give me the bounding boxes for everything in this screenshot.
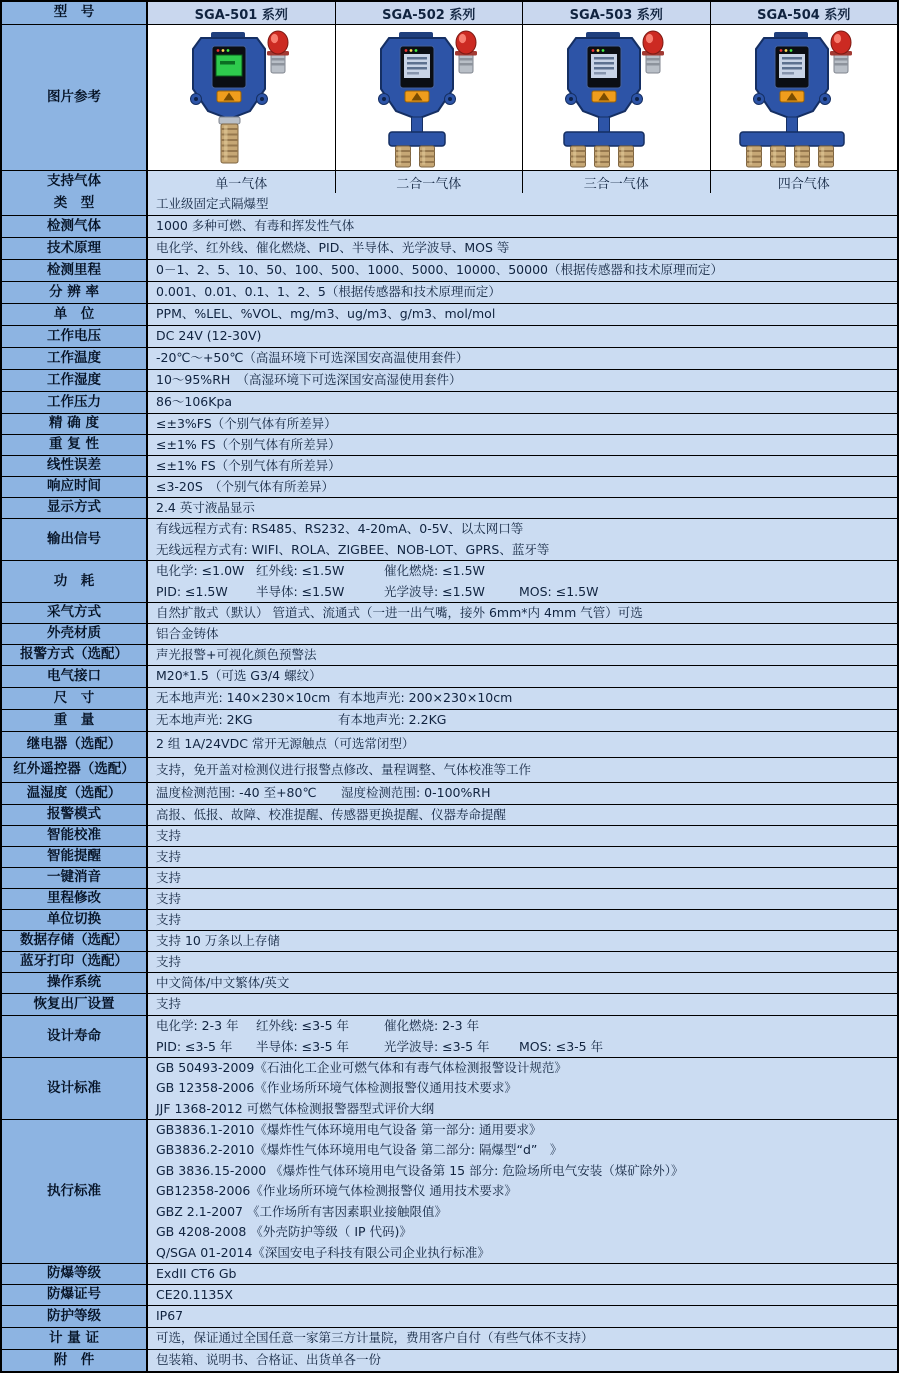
spec-row — [2, 909, 897, 930]
spec-row — [2, 476, 897, 497]
value-text: PPM、%LEL、%VOL、mg/m3、ug/m3、g/m3、mol/mol — [156, 306, 496, 322]
value-line — [156, 889, 889, 909]
value-line — [156, 370, 889, 390]
value-text: 半导体: ≤3-5 年 — [256, 1038, 350, 1054]
value-line — [156, 1306, 889, 1326]
row-label: 功 耗 — [2, 561, 148, 602]
spec-row — [2, 347, 897, 369]
row-value — [148, 193, 897, 215]
value-line — [156, 1243, 889, 1263]
value-line — [156, 952, 889, 972]
value-text: 支持 — [156, 996, 182, 1012]
value-text: Q/SGA 01-2014《深国安电子科技有限公司企业执行标准》 — [156, 1244, 490, 1260]
row-value — [148, 216, 897, 237]
value-text: 支持 10 万条以上存储 — [156, 932, 280, 948]
spec-row — [2, 1057, 897, 1119]
value-text: 无线远程方式有: WIFI、ROLA、ZIGBEE、NOB-LOT、GPRS、蓝牙等 — [156, 541, 550, 557]
row-value — [148, 1285, 897, 1305]
sensor-probe — [746, 146, 761, 167]
row-label: 技术原理 — [2, 238, 148, 259]
row-value — [148, 414, 897, 434]
sensor-probe — [619, 146, 634, 167]
spec-row — [2, 434, 897, 455]
value-text: PID: ≤3-5 年 — [156, 1038, 233, 1054]
value-line — [156, 435, 889, 455]
row-label: 工作电压 — [2, 326, 148, 347]
model-header-sga-503: SGA-503 系列 — [522, 2, 710, 24]
value-text: 声光报警+可视化颜色预警法 — [156, 646, 317, 662]
value-line — [156, 826, 889, 846]
row-value — [148, 889, 897, 909]
value-text: GB12358-2006《作业场所环境气体检测报警仪 通用技术要求》 — [156, 1183, 517, 1199]
row-value — [148, 304, 897, 325]
row-label: 输出信号 — [2, 519, 148, 560]
spec-row — [2, 413, 897, 434]
row-value — [148, 1016, 897, 1057]
row-label: 重 量 — [2, 710, 148, 731]
row-value — [148, 624, 897, 644]
value-text: 有本地声光: 200×230×10cm — [338, 690, 513, 706]
detector-body — [191, 32, 268, 119]
row-label: 继电器（选配） — [2, 732, 148, 757]
value-line — [156, 1181, 889, 1201]
row-value — [148, 370, 897, 391]
value-line — [156, 282, 889, 302]
row-label: 附 件 — [2, 1350, 148, 1371]
value-text: 支持 — [156, 848, 182, 864]
row-value — [148, 561, 897, 602]
header-label-model: 型 号 — [2, 2, 148, 24]
row-label: 类 型 — [2, 193, 148, 215]
value-text: 支持 — [156, 890, 182, 906]
row-label: 智能校准 — [2, 826, 148, 846]
value-line — [156, 194, 889, 214]
row-value — [148, 1350, 897, 1371]
sensor-probe — [395, 146, 410, 167]
row-value — [148, 603, 897, 623]
value-text: 光学波导: ≤3-5 年 — [384, 1038, 490, 1054]
row-label: 工作湿度 — [2, 370, 148, 391]
spec-row — [2, 1284, 897, 1305]
row-value — [148, 688, 897, 709]
row-label: 设计标准 — [2, 1058, 148, 1119]
value-line — [156, 326, 889, 346]
value-text: 高报、低报、故障、校准提醒、传感器更换提醒、仪器寿命提醒 — [156, 806, 507, 822]
row-value — [148, 498, 897, 518]
detector-body — [378, 32, 455, 119]
value-line — [156, 1140, 889, 1160]
value-text: GBZ 2.1-2007 《工作场所有害因素职业接触限值》 — [156, 1203, 447, 1219]
value-text: 铝合金铸体 — [156, 625, 219, 641]
spec-row — [2, 369, 897, 391]
row-value — [148, 826, 897, 846]
value-line — [156, 1037, 889, 1057]
value-text: 支持 — [156, 911, 182, 927]
value-line — [156, 1202, 889, 1222]
value-text: 红外线: ≤3-5 年 — [256, 1018, 350, 1034]
spec-row — [2, 782, 897, 804]
row-value — [148, 1306, 897, 1327]
value-line — [156, 847, 889, 867]
spec-row — [2, 846, 897, 867]
row-label: 尺 寸 — [2, 688, 148, 709]
sensor-probe — [419, 146, 434, 167]
sensor-probe — [595, 146, 610, 167]
row-label: 外壳材质 — [2, 624, 148, 644]
sensor-probe — [818, 146, 833, 167]
value-line — [156, 994, 889, 1014]
value-text: GB3836.2-2010《爆炸性气体环境用电气设备 第二部分: 隔爆型“d” 》 — [156, 1142, 563, 1158]
row-value — [148, 477, 897, 497]
row-value — [148, 519, 897, 560]
row-label: 响应时间 — [2, 477, 148, 497]
gas-type-single: 单一气体 — [148, 171, 335, 193]
spec-row — [2, 455, 897, 476]
model-header-sga-502: SGA-502 系列 — [335, 2, 523, 24]
value-text: 支持 — [156, 953, 182, 969]
alarm-beacon-icon — [830, 31, 852, 73]
row-label: 精 确 度 — [2, 414, 148, 434]
row-label: 防爆等级 — [2, 1264, 148, 1284]
value-text: 10～95%RH （高湿环境下可选深国安高湿使用套件） — [156, 372, 462, 388]
value-line — [156, 414, 889, 434]
value-line — [156, 216, 889, 236]
spec-row — [2, 1263, 897, 1284]
value-text: 无本地声光: 2KG — [156, 712, 253, 728]
row-value — [148, 238, 897, 259]
value-line — [156, 910, 889, 930]
row-label: 单位切换 — [2, 910, 148, 930]
value-line — [156, 603, 889, 623]
spec-row — [2, 709, 897, 731]
row-value — [148, 931, 897, 951]
spec-row — [2, 951, 897, 972]
row-value — [148, 847, 897, 867]
row-value — [148, 456, 897, 476]
sensor-probe — [571, 146, 586, 167]
row-value — [148, 326, 897, 347]
spec-row — [2, 1349, 897, 1371]
value-text: ≤±1% FS（个别气体有所差异） — [156, 436, 341, 452]
row-label: 蓝牙打印（选配） — [2, 952, 148, 972]
value-text: PID: ≤1.5W — [156, 583, 228, 599]
row-value — [148, 260, 897, 281]
spec-row — [2, 623, 897, 644]
row-label: 采气方式 — [2, 603, 148, 623]
row-value — [148, 1058, 897, 1119]
value-text: 电化学: 2-3 年 — [156, 1018, 239, 1034]
value-text: GB 50493-2009《石油化工企业可燃气体和有毒气体检测报警设计规范》 — [156, 1059, 567, 1075]
value-line — [156, 561, 889, 581]
sensor-probe — [794, 146, 809, 167]
row-value — [148, 435, 897, 455]
spec-row — [2, 1119, 897, 1263]
row-value — [148, 994, 897, 1015]
spec-row — [2, 731, 897, 757]
value-line — [156, 805, 889, 825]
supported-gas-row — [2, 170, 897, 193]
value-text: IP67 — [156, 1308, 184, 1324]
value-text: 86～106Kpa — [156, 394, 233, 410]
row-value — [148, 282, 897, 303]
value-line — [156, 477, 889, 497]
value-text: 包装箱、说明书、合格证、出货单各一份 — [156, 1352, 382, 1368]
value-line — [156, 1099, 889, 1119]
value-line — [156, 1120, 889, 1140]
spec-row — [2, 1305, 897, 1327]
row-label: 设计寿命 — [2, 1016, 148, 1057]
value-text: GB3836.1-2010《爆炸性气体环境用电气设备 第一部分: 通用要求》 — [156, 1122, 542, 1138]
spec-row — [2, 993, 897, 1015]
value-line — [156, 760, 889, 780]
row-label: 显示方式 — [2, 498, 148, 518]
image-reference-row — [2, 24, 897, 170]
value-text: -20℃～+50℃（高温环境下可选深国安高温使用套件） — [156, 350, 469, 366]
spec-row — [2, 497, 897, 518]
row-value — [148, 732, 897, 757]
row-value — [148, 758, 897, 782]
sensor-probe — [770, 146, 785, 167]
gas-type-2in1: 二合一气体 — [335, 171, 523, 193]
row-label: 恢复出厂设置 — [2, 994, 148, 1015]
value-text: ≤±1% FS（个别气体有所差异） — [156, 457, 341, 473]
value-line — [156, 1058, 889, 1078]
value-line — [156, 260, 889, 280]
alarm-beacon-icon — [642, 31, 664, 73]
value-text: M20*1.5（可选 G3/4 螺纹） — [156, 668, 322, 684]
value-text: 电化学: ≤1.0W — [156, 563, 245, 579]
row-label: 执行标准 — [2, 1120, 148, 1263]
row-label: 图片参考 — [2, 25, 148, 170]
value-text: 中文简体/中文繁体/英文 — [156, 974, 290, 990]
spec-row — [2, 215, 897, 237]
value-line — [156, 1161, 889, 1181]
row-value — [148, 952, 897, 972]
row-label: 温湿度（选配） — [2, 783, 148, 804]
value-line — [156, 1016, 889, 1036]
value-text: 有线远程方式有: RS485、RS232、4-20mA、0-5V、以太网口等 — [156, 521, 524, 537]
value-line — [156, 392, 889, 412]
spec-row — [2, 237, 897, 259]
spec-row — [2, 391, 897, 413]
row-value — [148, 783, 897, 804]
row-label: 报警模式 — [2, 805, 148, 825]
row-label: 工作温度 — [2, 348, 148, 369]
gas-detector-illustration — [728, 29, 880, 169]
value-line — [156, 1264, 889, 1284]
row-label: 智能提醒 — [2, 847, 148, 867]
row-value — [148, 1120, 897, 1263]
detector-body — [566, 32, 643, 119]
device-cell-sga-502 — [335, 25, 523, 170]
value-line — [156, 1328, 889, 1348]
value-text: 2 组 1A/24VDC 常开无源触点（可选常闭型） — [156, 736, 415, 752]
device-cell-sga-504 — [710, 25, 898, 170]
row-value — [148, 868, 897, 888]
value-text: GB 12358-2006《作业场所环境气体检测报警仪通用技术要求》 — [156, 1080, 517, 1096]
value-text: 无本地声光: 140×230×10cm — [156, 690, 331, 706]
value-text: 0.001、0.01、0.1、1、2、5（根据传感器和技术原理而定） — [156, 284, 501, 300]
row-label: 支持气体 — [2, 171, 148, 193]
value-text: ≤±3%FS（个别气体有所差异） — [156, 415, 337, 431]
value-line — [156, 456, 889, 476]
value-line — [156, 868, 889, 888]
value-text: 支持 — [156, 827, 182, 843]
gas-type-3in1: 三合一气体 — [522, 171, 710, 193]
value-line — [156, 624, 889, 644]
spec-row — [2, 1015, 897, 1057]
spec-row — [2, 972, 897, 993]
value-text: MOS: ≤3-5 年 — [519, 1038, 604, 1054]
value-text: 红外线: ≤1.5W — [256, 563, 345, 579]
row-label: 红外遥控器（选配） — [2, 758, 148, 782]
spec-row — [2, 644, 897, 665]
value-text: 可选，保证通过全国任意一家第三方计量院，费用客户自付（有些气体不支持） — [156, 1330, 594, 1346]
device-cell-sga-501 — [148, 25, 335, 170]
table-header-row — [2, 2, 897, 24]
value-text: ExdII CT6 Gb — [156, 1265, 237, 1281]
value-text: DC 24V (12-30V) — [156, 328, 262, 344]
spec-row — [2, 930, 897, 951]
row-label: 单 位 — [2, 304, 148, 325]
spec-row — [2, 687, 897, 709]
sensor-probe — [221, 124, 238, 163]
spec-row — [2, 804, 897, 825]
value-text: 支持，免开盖对检测仪进行报警点修改、量程调整、气体校准等工作 — [156, 761, 532, 777]
value-text: 0－1、2、5、10、50、100、500、1000、5000、10000、50000（根据传感器和技术原理而定） — [156, 262, 723, 278]
value-line — [156, 688, 889, 708]
row-label: 线性误差 — [2, 456, 148, 476]
row-label: 电气接口 — [2, 666, 148, 687]
row-value — [148, 910, 897, 930]
value-line — [156, 1350, 889, 1370]
row-value — [148, 1328, 897, 1349]
spec-row — [2, 757, 897, 782]
model-header-sga-504: SGA-504 系列 — [710, 2, 898, 24]
value-line — [156, 783, 889, 803]
spec-row — [2, 888, 897, 909]
value-text: 自然扩散式（默认） 管道式、流通式（一进一出气嘴，接外 6mm*内 4mm 气管）可选 — [156, 604, 643, 620]
row-value — [148, 666, 897, 687]
device-cell-sga-503 — [522, 25, 710, 170]
row-label: 一键消音 — [2, 868, 148, 888]
gas-type-4in1: 四合气体 — [710, 171, 898, 193]
value-text: 湿度检测范围: 0-100%RH — [341, 785, 491, 801]
value-line — [156, 1285, 889, 1305]
value-text: 1000 多种可燃、有毒和挥发性气体 — [156, 218, 355, 234]
value-line — [156, 238, 889, 258]
row-value — [148, 1264, 897, 1284]
value-line — [156, 348, 889, 368]
row-label: 防爆证号 — [2, 1285, 148, 1305]
row-label: 操作系统 — [2, 973, 148, 993]
spec-row — [2, 1327, 897, 1349]
value-text: GB 4208-2008 《外壳防护等级（ IP 代码)》 — [156, 1224, 412, 1240]
value-text: 半导体: ≤1.5W — [256, 583, 345, 599]
value-line — [156, 498, 889, 518]
alarm-beacon-icon — [455, 31, 477, 73]
spec-row — [2, 665, 897, 687]
value-line — [156, 304, 889, 324]
row-value — [148, 973, 897, 993]
value-line — [156, 645, 889, 665]
row-label: 工作压力 — [2, 392, 148, 413]
row-label: 报警方式（选配） — [2, 645, 148, 665]
row-label: 数据存储（选配） — [2, 931, 148, 951]
alarm-beacon-icon — [267, 31, 289, 73]
spec-row — [2, 867, 897, 888]
value-text: ≤3-20S （个别气体有所差异） — [156, 478, 335, 494]
value-line — [156, 519, 889, 539]
row-label: 分 辨 率 — [2, 282, 148, 303]
value-text: 光学波导: ≤1.5W — [384, 583, 485, 599]
spec-rows — [2, 193, 897, 1371]
value-line — [156, 710, 889, 730]
value-text: 温度检测范围: -40 至+80℃ — [156, 785, 317, 801]
spec-row — [2, 281, 897, 303]
spec-row — [2, 193, 897, 215]
gas-detector-illustration — [540, 29, 692, 169]
gas-detector-illustration — [353, 29, 505, 169]
spec-row — [2, 602, 897, 623]
value-line — [156, 666, 889, 686]
gas-detector-illustration — [165, 29, 317, 169]
value-line — [156, 931, 889, 951]
spec-row — [2, 518, 897, 560]
value-text: 催化燃烧: ≤1.5W — [384, 563, 485, 579]
row-label: 防护等级 — [2, 1306, 148, 1327]
value-text: CE20.1135X — [156, 1286, 233, 1302]
value-text: MOS: ≤1.5W — [519, 583, 599, 599]
value-text: 电化学、红外线、催化燃烧、PID、半导体、光学波导、MOS 等 — [156, 240, 510, 256]
spec-row — [2, 325, 897, 347]
value-text: 有本地声光: 2.2KG — [338, 712, 447, 728]
value-line — [156, 1078, 889, 1098]
row-label: 检测气体 — [2, 216, 148, 237]
value-text: 催化燃烧: 2-3 年 — [384, 1018, 480, 1034]
value-text: 2.4 英寸液晶显示 — [156, 499, 255, 515]
value-line — [156, 582, 889, 602]
value-line — [156, 1222, 889, 1242]
row-value — [148, 805, 897, 825]
spec-row — [2, 259, 897, 281]
model-header-sga-501: SGA-501 系列 — [148, 2, 335, 24]
spec-row — [2, 825, 897, 846]
spec-row — [2, 560, 897, 602]
row-label: 里程修改 — [2, 889, 148, 909]
row-value — [148, 710, 897, 731]
spec-row — [2, 303, 897, 325]
value-text: 支持 — [156, 869, 182, 885]
value-text: GB 3836.15-2000 《爆炸性气体环境用电气设备第 15 部分: 危险场所电气安装（煤矿除外）》 — [156, 1162, 684, 1178]
row-label: 计 量 证 — [2, 1328, 148, 1349]
value-line — [156, 540, 889, 560]
value-text: 工业级固定式隔爆型 — [156, 195, 269, 211]
detector-body — [753, 32, 830, 119]
row-value — [148, 645, 897, 665]
row-value — [148, 348, 897, 369]
row-value — [148, 392, 897, 413]
row-label: 重 复 性 — [2, 435, 148, 455]
value-line — [156, 734, 889, 754]
value-text: JJF 1368-2012 可燃气体检测报警器型式评价大纲 — [156, 1100, 435, 1116]
value-line — [156, 973, 889, 993]
row-label: 检测里程 — [2, 260, 148, 281]
